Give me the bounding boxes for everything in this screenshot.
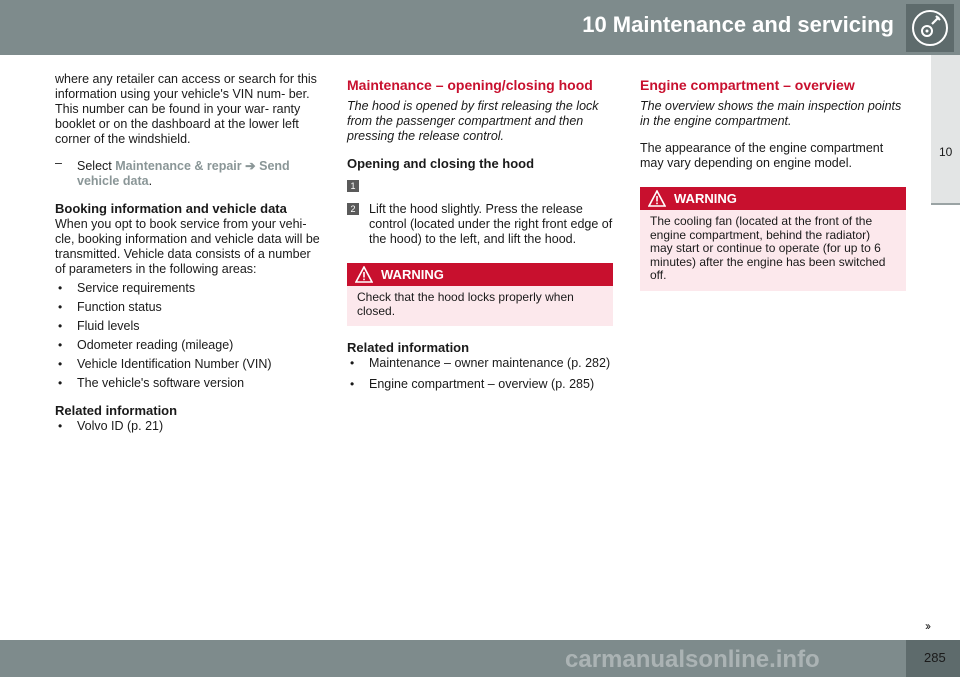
booking-heading: Booking information and vehicle data <box>55 201 287 216</box>
page-number: 285 <box>924 650 946 665</box>
intro-text: where any retailer can access or search for this information using your vehicle's VIN num- ber. This number can be found in your war- ranty booklet or on the dashboard at the lower left corner of the windshield. <box>55 72 317 146</box>
warning-triangle-icon <box>648 190 666 207</box>
page-header <box>0 0 960 55</box>
send-vehicle-data-link[interactable]: Send vehicle data <box>77 159 290 188</box>
section-lead: The hood is opened by first releasing the lock from the passenger compartment and then pressing the release control. <box>347 99 599 143</box>
section-title: Maintenance – opening/closing hood <box>347 77 593 93</box>
section-lead: The overview shows the main inspection points in the engine compartment. <box>640 99 902 128</box>
column-1 <box>55 72 323 434</box>
select-step <box>55 156 323 189</box>
related-link[interactable]: • Volvo ID (p. 21) <box>55 419 323 434</box>
related-heading: Related information <box>55 403 178 418</box>
continue-arrows-icon: ›› <box>925 619 929 633</box>
step-2-badge: 2 <box>347 203 359 215</box>
step-2-row <box>347 202 613 247</box>
step-2-text: Lift the hood slightly. Press the release control (located under the right front edge of the hood) to the left, and lift the hood. <box>369 202 613 246</box>
maintenance-repair-link[interactable]: Maintenance & repair <box>115 159 242 173</box>
section-title: Engine compartment – overview <box>640 77 855 93</box>
wrench-gear-icon <box>906 4 954 52</box>
warning-text: The cooling fan (located at the front of the engine compartment, behind the radiator) may start or continue to operate (for up to 6 minutes) after the engine has been switched off. <box>640 210 906 291</box>
step-dash: – <box>55 156 62 170</box>
step-1-row <box>347 176 613 194</box>
arrow-right-icon: ➔ <box>245 159 256 173</box>
list-item: • Service requirements <box>55 281 323 296</box>
warning-box <box>347 263 613 326</box>
related-link[interactable]: • Engine compartment – overview (p. 285) <box>347 377 613 392</box>
list-item: • The vehicle's software version <box>55 376 323 391</box>
related-link[interactable]: • Maintenance – owner maintenance (p. 282) <box>347 356 613 371</box>
related-list <box>55 419 323 434</box>
warning-header <box>347 263 613 286</box>
warning-triangle-icon <box>355 266 373 283</box>
booking-text: When you opt to book service from your vehi- cle, booking information and vehicle data will be transmitted. Vehicle data consists of a number of parameters in the following areas: <box>55 217 320 276</box>
related-list <box>347 356 613 392</box>
warning-text: Check that the hood locks properly when closed. <box>347 286 613 326</box>
warning-box <box>640 187 906 291</box>
watermark: carmanualsonline.info <box>565 646 820 673</box>
subheading: Opening and closing the hood <box>347 156 535 171</box>
warning-label: WARNING <box>381 267 444 282</box>
list-item: • Function status <box>55 300 323 315</box>
related-heading: Related information <box>347 340 470 355</box>
step-suffix: . <box>148 174 153 188</box>
warning-header <box>640 187 906 210</box>
parameter-list <box>55 281 323 391</box>
column-2 <box>347 72 613 392</box>
section-text: The appearance of the engine compartment may vary depending on engine model. <box>640 141 884 170</box>
warning-label: WARNING <box>674 191 737 206</box>
list-item: • Vehicle Identification Number (VIN) <box>55 357 323 372</box>
column-3 <box>640 72 906 291</box>
chapter-title: 10 Maintenance and servicing <box>582 12 894 37</box>
chapter-tab <box>931 55 960 205</box>
step-1-badge: 1 <box>347 180 359 192</box>
list-item: • Odometer reading (mileage) <box>55 338 323 353</box>
step-prefix: Select <box>77 159 116 173</box>
chapter-tab-number: 10 <box>939 145 953 159</box>
list-item: • Fluid levels <box>55 319 323 334</box>
